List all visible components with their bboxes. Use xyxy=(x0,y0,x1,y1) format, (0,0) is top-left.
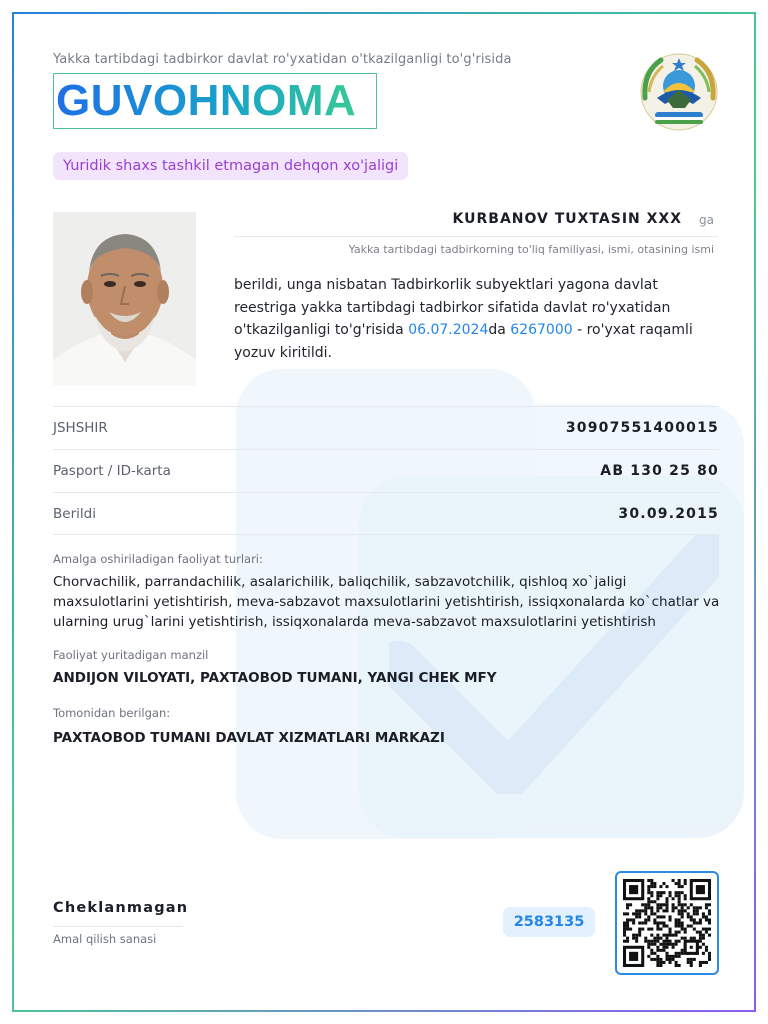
activities-label: Amalga oshiriladigan faoliyat turlari: xyxy=(53,552,263,566)
owner-name: KURBANOV TUXTASIN XXX xyxy=(452,211,682,227)
category-badge: Yuridik shaxs tashkil etmagan dehqon xo'jaligi xyxy=(53,152,408,180)
owner-photo xyxy=(53,212,196,386)
info-row-issued xyxy=(53,492,719,535)
issuance-text-part-3: - ro'yxat raqamli yozuv kiritildi. xyxy=(234,322,693,361)
state-emblem-icon xyxy=(639,52,719,132)
issuance-text-part-1: berildi, unga nisbatan Tadbirkorlik subyektlari yagona davlat reestriga yakka tartibdagi tadbirkor sifatida davlat ro'yxatidan o'tkazilganligi to'g'risida xyxy=(234,277,671,338)
identity-info-table xyxy=(53,406,719,535)
owner-name-suffix: ga xyxy=(699,213,714,227)
info-label: JSHSHIR xyxy=(53,420,108,436)
info-value: 30.09.2015 xyxy=(618,505,719,522)
info-value: 30907551400015 xyxy=(565,420,719,436)
info-label: Berildi xyxy=(53,505,96,522)
address-label: Faoliyat yuritadigan manzil xyxy=(53,648,209,662)
owner-name-caption: Yakka tartibdagi tadbirkorning to'liq familiyasi, ismi, otasining ismi xyxy=(348,243,714,256)
document-subtitle: Yakka tartibdagi tadbirkor davlat ro'yxatidan o'tkazilganligi to'g'risida xyxy=(53,52,512,67)
info-label: Pasport / ID-karta xyxy=(53,463,171,479)
address-value: ANDIJON VILOYATI, PAXTAOBOD TUMANI, YANGI CHEK MFY xyxy=(53,670,497,686)
issuance-text-part-2: da xyxy=(488,322,511,338)
qr-code-graphic xyxy=(623,879,711,967)
document-title: GUVOHNOMA xyxy=(53,73,377,129)
divider xyxy=(53,926,183,927)
registration-number: 6267000 xyxy=(510,322,573,338)
certificate-number-badge: 2583135 xyxy=(503,907,595,937)
info-row-passport xyxy=(53,449,719,492)
info-row-jshshir xyxy=(53,406,719,449)
issuer-label: Tomonidan berilgan: xyxy=(53,706,171,720)
info-value: AB 130 25 80 xyxy=(600,463,719,479)
issuer-value: PAXTAOBOD TUMANI DAVLAT XIZMATLARI MARKAZI xyxy=(53,730,445,746)
qr-code-icon[interactable] xyxy=(615,871,719,975)
issuance-statement xyxy=(234,274,704,364)
divider xyxy=(234,236,718,237)
registration-date: 06.07.2024 xyxy=(408,322,489,338)
validity-caption: Amal qilish sanasi xyxy=(53,932,157,946)
validity-value: Cheklanmagan xyxy=(53,900,189,916)
activities-value: Chorvachilik, parrandachilik, asalarichilik, baliqchilik, sabzavotchilik, qishloq xo`jaligi maxsulotlarini yetishtirish, meva-sabzavot maxsulotlarini yetishtirish, issiqxonalarda ko`chatlar va ularning urug`larini yetishtirish, issiqxonalarda meva-sabzavot maxsulotlarini yetishtirish xyxy=(53,574,720,630)
certificate-frame xyxy=(12,12,756,1012)
